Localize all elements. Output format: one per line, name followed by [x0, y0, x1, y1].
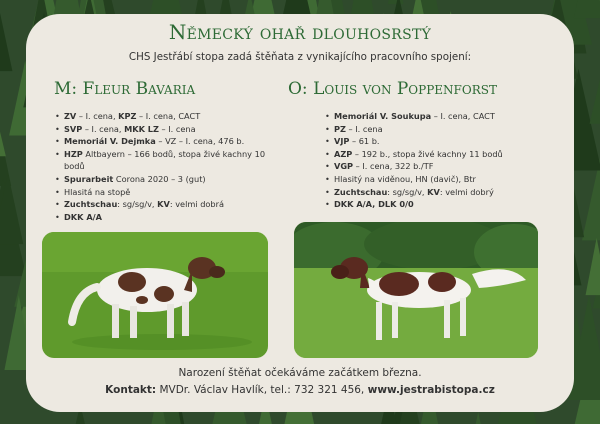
- page-title: Německý ohař dlouhosrstý: [168, 20, 432, 44]
- list-item: • Spurarbeit Corona 2020 – 3 (gut): [64, 173, 284, 186]
- list-item: • DKK A/A: [64, 211, 284, 224]
- pine-tree: [388, 0, 404, 4]
- page-subtitle: CHS Jestřábí stopa zadá štěňata z vynikajícího pracovního spojení:: [128, 51, 472, 63]
- list-item: • HZP Altbayern – 166 bodů, stopa živé kachny 10 bodů: [64, 148, 284, 173]
- contact-details: MVDr. Václav Havlík, tel.: 732 321 456,: [156, 384, 368, 396]
- contact-label: Kontakt:: [105, 384, 157, 396]
- pine-tree: [574, 0, 600, 18]
- list-item: • VJP – 61 b.: [334, 135, 549, 148]
- list-item: • Zuchtschau: sg/sg/v, KV: velmi dobrá: [64, 198, 284, 211]
- list-item: • PZ – I. cena: [334, 123, 549, 136]
- list-item: • Zuchtschau: sg/sg/v, KV: velmi dobrý: [334, 186, 549, 199]
- list-item: • Memoriál V. Soukupa – I. cena, CACT: [334, 110, 549, 123]
- list-item: • DKK A/A, DLK 0/0: [334, 198, 549, 211]
- list-item: • SVP – I. cena, MKK LZ – I. cena: [64, 123, 284, 136]
- female-achievements-list: [54, 110, 284, 223]
- female-heading: M: Fleur Bavaria: [54, 79, 196, 99]
- female-dog-photo: [42, 232, 268, 358]
- contact-line: [0, 384, 600, 396]
- list-item: • ZV – I. cena, KPZ – I. cena, CACT: [64, 110, 284, 123]
- male-dog-photo: [294, 222, 538, 358]
- male-achievements-list: [324, 110, 549, 211]
- website-link[interactable]: www.jestrabistopa.cz: [367, 384, 495, 396]
- birth-note: Narození štěňat očekáváme začátkem března.: [178, 367, 422, 379]
- list-item: • Memoriál V. Dejmka – VZ – I. cena, 476 b.: [64, 135, 284, 148]
- list-item: • AZP – 192 b., stopa živé kachny 11 bodů: [334, 148, 549, 161]
- list-item: • Hlasitá na stopě: [64, 186, 284, 199]
- male-heading: O: Louis von Poppenforst: [288, 79, 497, 99]
- list-item: • VGP – I. cena, 322 b./TF: [334, 160, 549, 173]
- list-item: • Hlasitý na viděnou, HN (davič), Btr: [334, 173, 549, 186]
